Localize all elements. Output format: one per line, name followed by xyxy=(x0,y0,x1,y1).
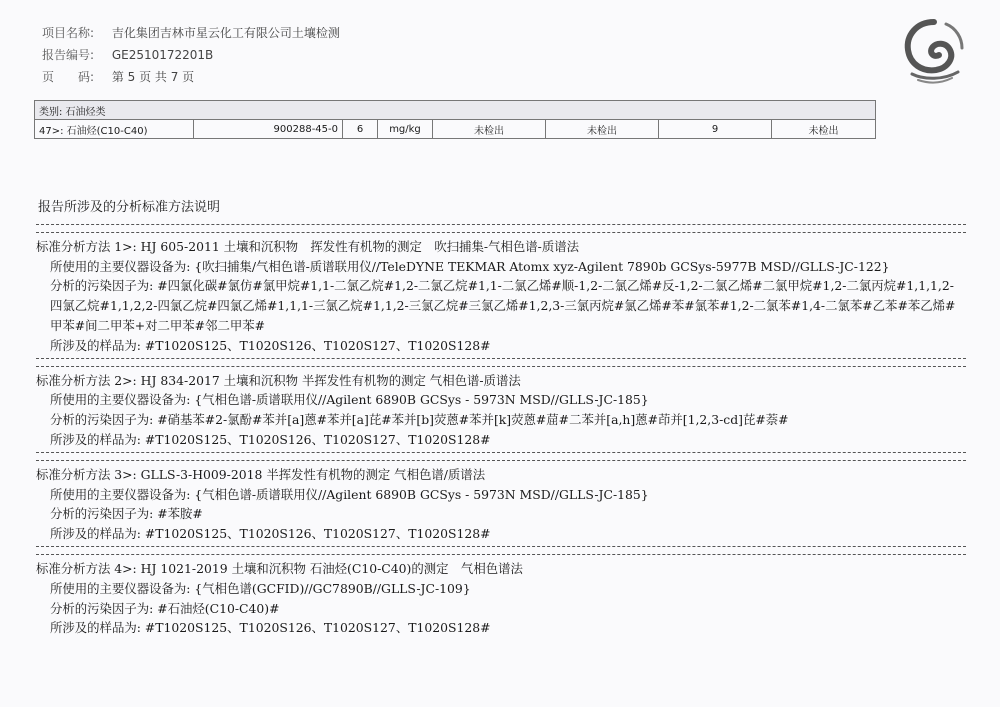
method-samples: 所涉及的样品为: #T1020S125、T1020S126、T1020S127、T1020S128# xyxy=(50,337,491,353)
method-factors: 分析的污染因子为: #四氯化碳#氯仿#氯甲烷#1,1-二氯乙烷#1,2-二氯乙烷#1,1-二氯乙烯#顺-1,2-二氯乙烯#反-1,2-二氯乙烯#二氯甲烷#1,2-二氯丙烷#1,1,1,2-四氯乙烷#1,1,2,2-四氯乙烷#四氯乙烯#1,1,1-三氯乙烷#1,1,2-三氯乙烷#三氯乙烯#1,2,3-三氯丙烷#氯乙烯#苯#氯苯#1,2-二氯苯#1,4-二氯苯#乙苯#苯乙烯#甲苯#间二甲苯+对二甲苯#邻二甲苯# xyxy=(50,278,956,333)
page-number-value: 第 5 页 共 7 页 xyxy=(111,70,195,84)
method-equipment: 所使用的主要仪器设备为: {气相色谱-质谱联用仪//Agilent 6890B GCSys - 5973N MSD//GLLS-JC-185} xyxy=(50,486,649,502)
method-2 xyxy=(36,371,966,450)
cell-cas: 900288-45-0 xyxy=(194,120,343,139)
cell-limit: 6 xyxy=(343,120,378,139)
report-number-value: GE2510172201B xyxy=(111,48,214,62)
cell-result-4: 未检出 xyxy=(772,120,876,139)
page-number-row xyxy=(42,66,340,88)
table-category-row xyxy=(35,101,876,120)
report-header xyxy=(42,22,340,88)
project-value: 吉化集团吉林市星云化工有限公司土壤检测 xyxy=(111,26,340,40)
cell-name: 47>: 石油烃(C10-C40) xyxy=(35,120,194,139)
method-heading: 标准分析方法 2>: HJ 834-2017 土壤和沉积物 半挥发性有机物的测定 气相色谱-质谱法 xyxy=(36,372,521,388)
method-heading: 标准分析方法 4>: HJ 1021-2019 土壤和沉积物 石油烃(C10-C40)的测定 气相色谱法 xyxy=(36,560,523,576)
project-row xyxy=(42,22,340,44)
divider xyxy=(36,452,966,461)
method-samples: 所涉及的样品为: #T1020S125、T1020S126、T1020S127、T1020S128# xyxy=(50,431,491,447)
company-logo-icon xyxy=(902,18,966,84)
cell-unit: mg/kg xyxy=(378,120,433,139)
method-3 xyxy=(36,465,966,544)
divider xyxy=(36,546,966,555)
divider xyxy=(36,358,966,367)
results-table xyxy=(34,100,876,139)
cell-result-3: 9 xyxy=(659,120,772,139)
method-4 xyxy=(36,559,966,638)
report-number-row xyxy=(42,44,340,66)
method-factors: 分析的污染因子为: #石油烃(C10-C40)# xyxy=(50,600,280,616)
report-number-label: 报告编号: xyxy=(42,48,95,62)
methods-section xyxy=(36,198,966,638)
section-title: 报告所涉及的分析标准方法说明 xyxy=(38,200,221,215)
method-equipment: 所使用的主要仪器设备为: {气相色谱(GCFID)//GC7890B//GLLS-JC-109} xyxy=(50,580,471,596)
method-factors: 分析的污染因子为: #苯胺# xyxy=(50,506,203,522)
project-label: 项目名称: xyxy=(42,26,95,40)
method-samples: 所涉及的样品为: #T1020S125、T1020S126、T1020S127、T1020S128# xyxy=(50,620,491,636)
cell-result-2: 未检出 xyxy=(546,120,659,139)
method-1 xyxy=(36,237,966,356)
divider xyxy=(36,224,966,233)
cell-result-1: 未检出 xyxy=(433,120,546,139)
method-samples: 所涉及的样品为: #T1020S125、T1020S126、T1020S127、T1020S128# xyxy=(50,526,491,542)
method-equipment: 所使用的主要仪器设备为: {吹扫捕集/气相色谱-质谱联用仪//TeleDYNE TEKMAR Atomx xyz-Agilent 7890b GCSys-5977B MSD//GLLS-JC-122} xyxy=(50,258,890,274)
method-heading: 标准分析方法 1>: HJ 605-2011 土壤和沉积物 挥发性有机物的测定 吹扫捕集-气相色谱-质谱法 xyxy=(36,238,579,254)
method-heading: 标准分析方法 3>: GLLS-3-H009-2018 半挥发性有机物的测定 气相色谱/质谱法 xyxy=(36,466,486,482)
method-factors: 分析的污染因子为: #硝基苯#2-氯酚#苯并[a]蒽#苯并[a]芘#苯并[b]荧蒽#苯并[k]荧蒽#䓛#二苯并[a,h]蒽#茚并[1,2,3-cd]芘#萘# xyxy=(50,412,789,428)
table-row xyxy=(35,120,876,139)
page-number-label: 页 码: xyxy=(42,70,95,84)
table-category: 类别: 石油烃类 xyxy=(35,101,876,120)
method-equipment: 所使用的主要仪器设备为: {气相色谱-质谱联用仪//Agilent 6890B GCSys - 5973N MSD//GLLS-JC-185} xyxy=(50,392,649,408)
